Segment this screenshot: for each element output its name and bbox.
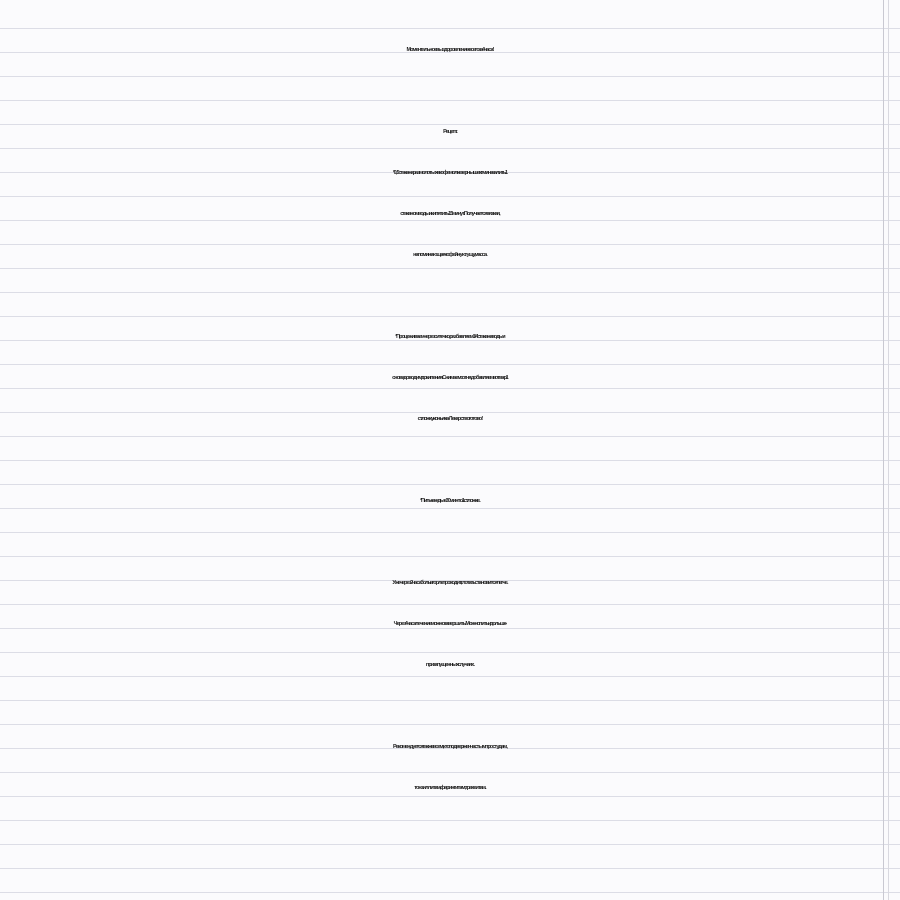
result-line: при запущенных случаях. [425,662,475,668]
recommendation-line: Рекомендуется также всем, кто подвержен частым простудам, [393,744,507,750]
step-1-paragraph [0,153,900,276]
recommendation-line: тонзиллитам, фарингитам, трахеитам. [414,785,486,791]
spacer [0,71,900,112]
step-3-line: * Пить каждые 30 мин по 1 ст. ложке. [420,498,480,504]
step-1-line: стаканом воды и кипятить 15 минут. Получается вязкая, [400,211,500,217]
step-2-line: снова доводим до кипения. Снимаем с огня, добавляем в отвар 1 [392,375,508,381]
title-line: Моментальное выздоровление - всего за 4 часа! [406,47,494,53]
spacer [0,686,900,727]
step-1-line: * 0,5 стакана размолотых в кофемолке зернышек тмина залить 1 [392,170,508,176]
page-title [0,30,900,71]
step-1-line: напоминающая кофейную гущу, масса. [413,252,487,258]
step-2-line: ст. ложку коньяка. Лекарство готово! [417,416,483,422]
result-paragraph [0,563,900,686]
recommendation-paragraph [0,727,900,809]
recipe-heading [0,112,900,153]
spacer [0,522,900,563]
spacer [0,276,900,317]
spacer [0,440,900,481]
step-3-paragraph [0,481,900,522]
step-2-paragraph [0,317,900,440]
result-line: Уже через 2 часа боль в горле проходит, глотать становится легче. [392,580,508,586]
recipe-heading-line: Рецепт. [443,129,457,135]
step-2-line: * Процеживаем через ситечко, разбавляем 1/4 стакана воды и [395,334,505,340]
result-line: Через 4 часа лечение можно завершить. Можно пить и дольше - [393,621,507,627]
